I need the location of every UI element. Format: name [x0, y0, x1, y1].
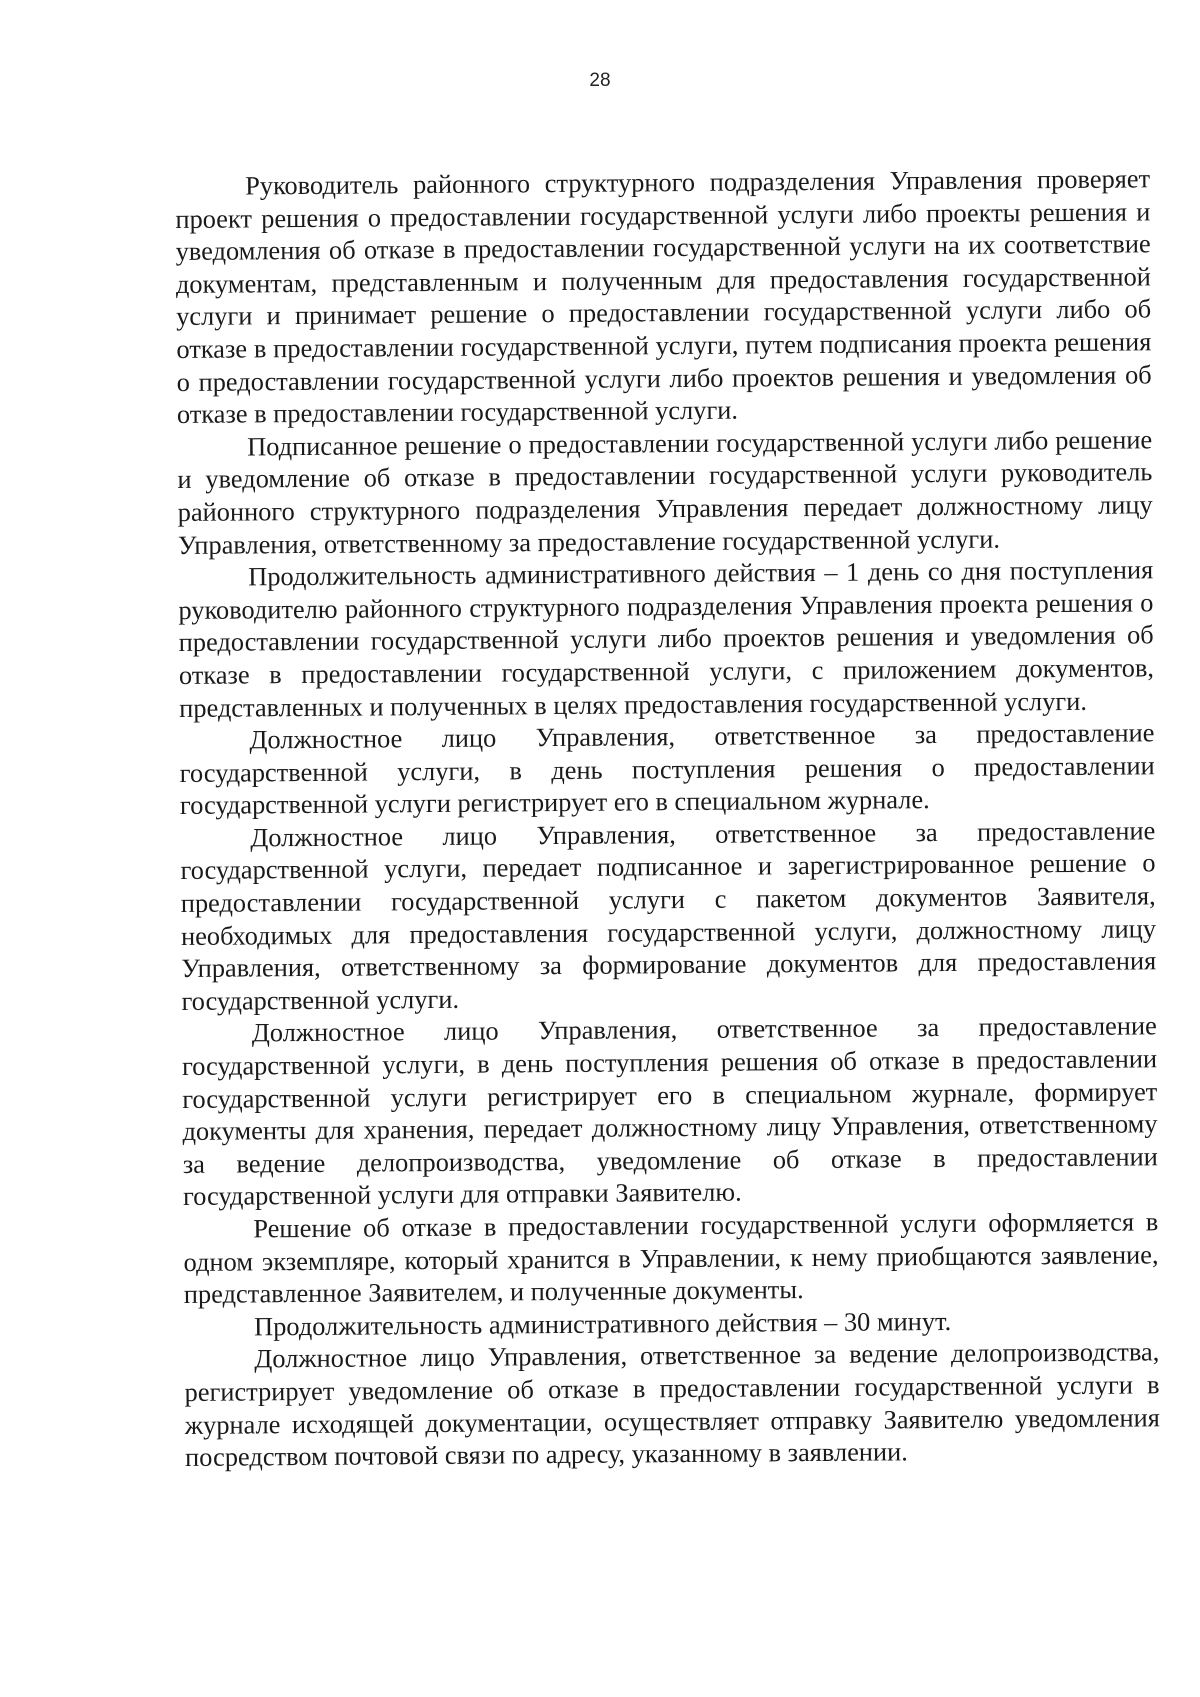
- paragraph-1: Руководитель районного структурного подразделения Управления проверяет проект решения о предоставлении государственной услуги либо проекты решения и уведомления об отказе в предоставлении государственной услуги на их соответствие документам, представленным и полученным для предоставления государственной услуги и принимает решение о предоставлении государственной услуги либо об отказе в предоставлении государственной услуги, путем подписания проекта решения о предоставлении государственной услуги либо проектов решения и уведомления об отказе в предоставлении государственной услуги.: [175, 163, 1152, 430]
- paragraph-2: Подписанное решение о предоставлении государственной услуги либо решение и уведомление об отказе в предоставлении государственной услуги руководитель районного структурного подразделения Управления передает должностному лицу Управления, ответственному за предоставление государственной услуги.: [177, 424, 1153, 560]
- paragraph-3: Продолжительность административного действия – 1 день со дня поступления руководителю районного структурного подразделения Управления проекта решения о предоставлении государственной услуги либо проектов решения и уведомления об отказе в предоставлении государственной услуги, с приложением документов, представленных и полученных в целях предоставления государственной услуги.: [178, 554, 1155, 723]
- paragraph-8: Продолжительность административного действия – 30 минут.: [253, 1305, 952, 1342]
- paragraph-6: Должностное лицо Управления, ответственное за предоставление государственной услуги, в день поступления решения об отказе в предоставлении государственной услуги регистрирует его в специальном журнале, формирует документы для хранения, передает должностному лицу Управления, ответственному за ведение делопроизводства, уведомление об отказе в предоставлении государственной услуги для отправки Заявителю.: [181, 1010, 1158, 1212]
- document-body: [175, 162, 1160, 1473]
- paragraph-7: Решение об отказе в предоставлении государственной услуги оформляется в одном экземпляре, который хранится в Управлении, к нему приобщаются заявление, представленное Заявителем, и полученные документы.: [183, 1206, 1159, 1310]
- page-number: 28: [589, 70, 611, 91]
- paragraph-4: Должностное лицо Управления, ответственное за предоставление государственной услуги, в день поступления решения о предоставлении государственной услуги регистрирует его в специальном журнале.: [179, 717, 1155, 821]
- paragraph-5: Должностное лицо Управления, ответственное за предоставление государственной услуги, передает подписанное и зарегистрированное решение о предоставлении государственной услуги с пакетом документов Заявителя, необходимых для предоставления государственной услуги, должностному лицу Управления, ответственному за формирование документов для предоставления государственной услуги.: [180, 815, 1157, 1016]
- paragraph-9: Должностное лицо Управления, ответственное за ведение делопроизводства, регистрирует уведомление об отказе в предоставлении государственной услуги в журнале исходящей документации, осуществляет отправку Заявителю уведомления посредством почтовой связи по адресу, указанному в заявлении.: [184, 1336, 1160, 1473]
